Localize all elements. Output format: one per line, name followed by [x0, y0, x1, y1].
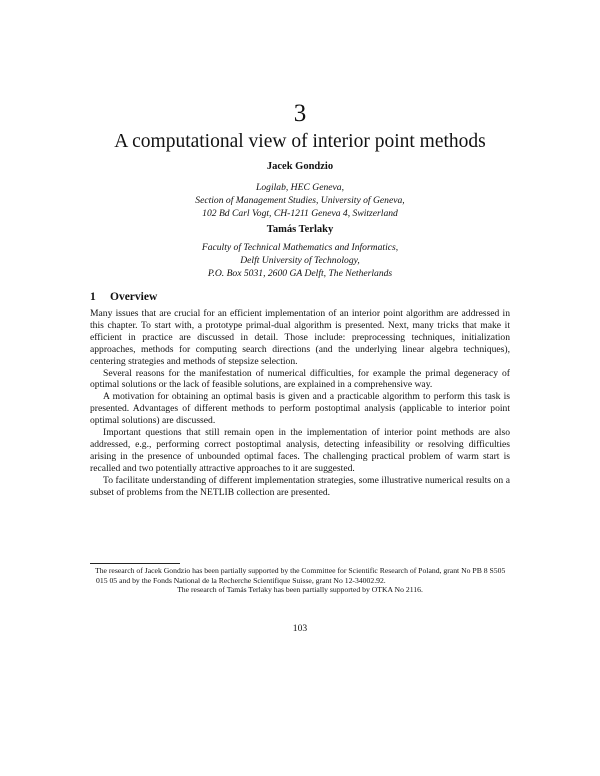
paragraph: Several reasons for the manifestation of numerical difficulties, for example the primal degeneracy of optimal solutions or the lack of feasible solutions, are explained in a comprehensive way. — [90, 367, 510, 391]
body-text — [90, 308, 510, 499]
section-heading — [90, 291, 157, 303]
affiliation-line: Logilab, HEC Geneva, — [256, 182, 344, 193]
paragraph: Many issues that are crucial for an efficient implementation of an interior point algorithm are addressed in this chapter. To start with, a prototype primal-dual algorithm is presented. Next, many tricks that make it efficient in practice are discussed in detail. Those include: preprocessing techniques, initialization approaches, methods for computing search directions (and the underlying linear algebra techniques), centering strategies and methods of stepsize selection. — [90, 308, 510, 367]
affiliation-line: 102 Bd Carl Vogt, CH-1211 Geneva 4, Switzerland — [202, 208, 398, 219]
paragraph: Important questions that still remain open in the implementation of interior point methods are also addressed, e.g., performing correct postoptimal analysis, detecting infeasibility or resolving difficulties arising in the presence of unbounded optimal faces. The challenging practical problem of warm start is recalled and two potentially attractive approaches to it are suggested. — [90, 427, 510, 474]
author-name-2: Tamás Terlaky — [266, 224, 334, 235]
section-title: Overview — [110, 291, 158, 303]
author-affiliation-1 — [0, 181, 600, 220]
chapter-number: 3 — [293, 100, 307, 127]
affiliation-line: Faculty of Technical Mathematics and Informatics, — [201, 242, 399, 253]
author-affiliation-2 — [0, 241, 600, 280]
paragraph: To facilitate understanding of different implementation strategies, some illustrative numerical results on a subset of problems from the NETLIB collection are presented. — [90, 474, 510, 498]
page-number: 103 — [292, 623, 308, 634]
footnote: The research of Jacek Gondzio has been partially supported by the Committee for Scientific Research of Poland, grant No PB 8 S505 015 05 and by the Fonds National de la Recherche Scientifique Suisse, grant No 12-34002.92. — [95, 566, 506, 585]
footnote: The research of Tamás Terlaky has been partially supported by OTKA No 2116. — [177, 585, 423, 595]
affiliation-line: P.O. Box 5031, 2600 GA Delft, The Netherlands — [207, 268, 393, 279]
affiliation-line: Delft University of Technology, — [240, 255, 360, 266]
chapter-title: A computational view of interior point methods — [114, 131, 486, 152]
affiliation-line: Section of Management Studies, University of Geneva, — [195, 195, 405, 206]
section-number: 1 — [90, 291, 96, 303]
footnotes — [90, 566, 510, 595]
footnote-rule — [90, 563, 180, 564]
author-name-1: Jacek Gondzio — [266, 161, 334, 172]
paragraph: A motivation for obtaining an optimal basis is given and a practicable algorithm to perform this task is presented. Advantages of different methods to perform postoptimal analysis (applicable to interior point optimal solutions) are discussed. — [90, 391, 510, 427]
